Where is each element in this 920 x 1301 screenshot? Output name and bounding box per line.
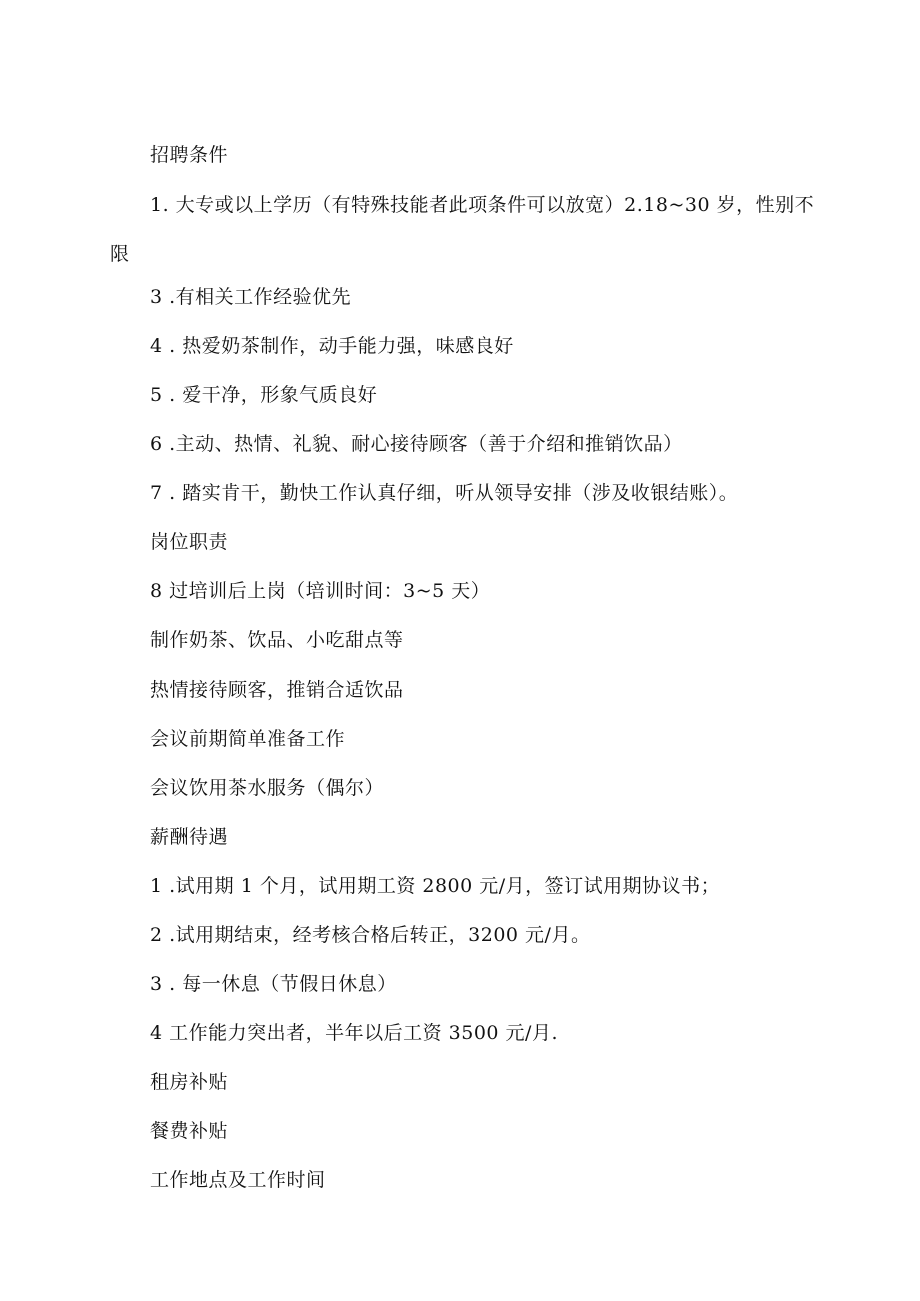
requirement-item-4: 4 . 热爱奶茶制作，动手能力强，味感良好 [150, 335, 514, 357]
duty-item-serve-customers: 热情接待顾客，推销合适饮品 [150, 679, 404, 701]
salary-item-4: 4 工作能力突出者，半年以后工资 3500 元/月. [150, 1022, 559, 1044]
duty-item-make-drinks: 制作奶茶、饮品、小吃甜点等 [150, 629, 404, 651]
requirement-item-6: 6 .主动、热情、礼貌、耐心接待顾客（善于介绍和推销饮品） [150, 433, 683, 455]
duty-item-meeting-prep: 会议前期简单准备工作 [150, 728, 346, 750]
section-heading-recruitment-requirements: 招聘条件 [150, 144, 229, 166]
requirement-item-1: 1. 大专或以上学历（有特殊技能者此项条件可以放宽）2.18~30 岁，性别不 [150, 194, 815, 216]
requirement-item-3: 3 .有相关工作经验优先 [150, 286, 352, 308]
benefit-housing-subsidy: 租房补贴 [150, 1071, 229, 1093]
salary-item-1: 1 .试用期 1 个月，试用期工资 2800 元/月，签订试用期协议书； [150, 875, 721, 897]
section-heading-job-duties: 岗位职责 [150, 531, 229, 553]
salary-item-2: 2 .试用期结束，经考核合格后转正，3200 元/月。 [150, 924, 591, 946]
salary-item-3: 3 . 每一休息（节假日休息） [150, 973, 397, 995]
duty-item-meeting-tea: 会议饮用茶水服务（偶尔） [150, 777, 385, 799]
requirement-item-1-continued: 限 [110, 243, 130, 265]
section-heading-salary-benefits: 薪酬待遇 [150, 826, 229, 848]
requirement-item-5: 5 . 爱干净，形象气质良好 [150, 384, 378, 406]
benefit-meal-subsidy: 餐费补贴 [150, 1120, 229, 1142]
requirement-item-7: 7 . 踏实肯干，勤快工作认真仔细，听从领导安排（涉及收银结账）。 [150, 482, 739, 504]
section-heading-work-location-hours: 工作地点及工作时间 [150, 1169, 326, 1191]
duty-item-8: 8 过培训后上岗（培训时间：3~5 天） [150, 580, 491, 602]
